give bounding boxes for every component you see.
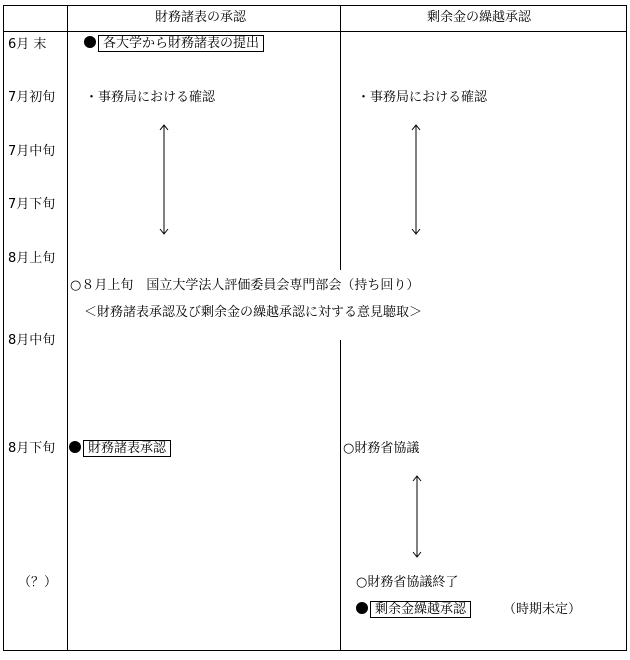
approval-label: 財務諸表承認 — [83, 440, 171, 457]
submission-label: 各大学から財務諸表の提出 — [98, 35, 264, 52]
timeline-jun-end: 6月 末 — [8, 37, 47, 52]
timing-tbd: （時期未定） — [503, 602, 582, 617]
col2-double-arrow-1 — [410, 124, 422, 236]
table-bottom-border — [3, 650, 627, 651]
header-surplus-carryover: 剰余金の繰越承認 — [427, 10, 532, 25]
timeline-aug-late: 8月下旬 — [8, 441, 56, 456]
table-top-border — [3, 5, 627, 6]
mof-consult-end: ○財務省協議終了 — [356, 575, 459, 590]
timeline-aug-early: 8月上旬 — [8, 251, 56, 266]
timeline-aug-mid: 8月中旬 — [8, 333, 56, 348]
column-divider-1 — [67, 5, 68, 650]
approval-item — [69, 441, 171, 457]
timeline-jul-late: 7月下旬 — [8, 197, 56, 212]
carryover-approval-item — [356, 602, 471, 618]
table-right-border — [626, 5, 627, 650]
carryover-approval-label: 剰余金繰越承認 — [370, 601, 471, 618]
submission-item — [84, 36, 264, 52]
col2-double-arrow-2 — [411, 475, 423, 559]
committee-note: ○８月上旬 国立大学法人評価委員会専門部会（持ち回り） — [70, 278, 420, 293]
timeline-jul-mid: 7月中旬 — [8, 144, 56, 159]
filled-circle-icon — [84, 36, 96, 48]
header-financial-statements: 財務諸表の承認 — [155, 10, 247, 25]
col1-office-check: ・事務局における確認 — [85, 90, 216, 105]
filled-circle-icon — [69, 441, 81, 453]
filled-circle-icon — [356, 602, 368, 614]
timeline-jul-early: 7月初旬 — [8, 90, 56, 105]
opinion-note: ＜財務諸表承認及び剰余金の繰越承認に対する意見聴取＞ — [84, 305, 423, 320]
header-divider — [3, 31, 627, 32]
mof-consult: ○財務省協議 — [343, 441, 420, 456]
col2-office-check: ・事務局における確認 — [357, 90, 488, 105]
timeline-unknown: （？） — [18, 575, 58, 590]
col1-double-arrow — [158, 124, 170, 236]
table-left-border — [3, 5, 4, 650]
